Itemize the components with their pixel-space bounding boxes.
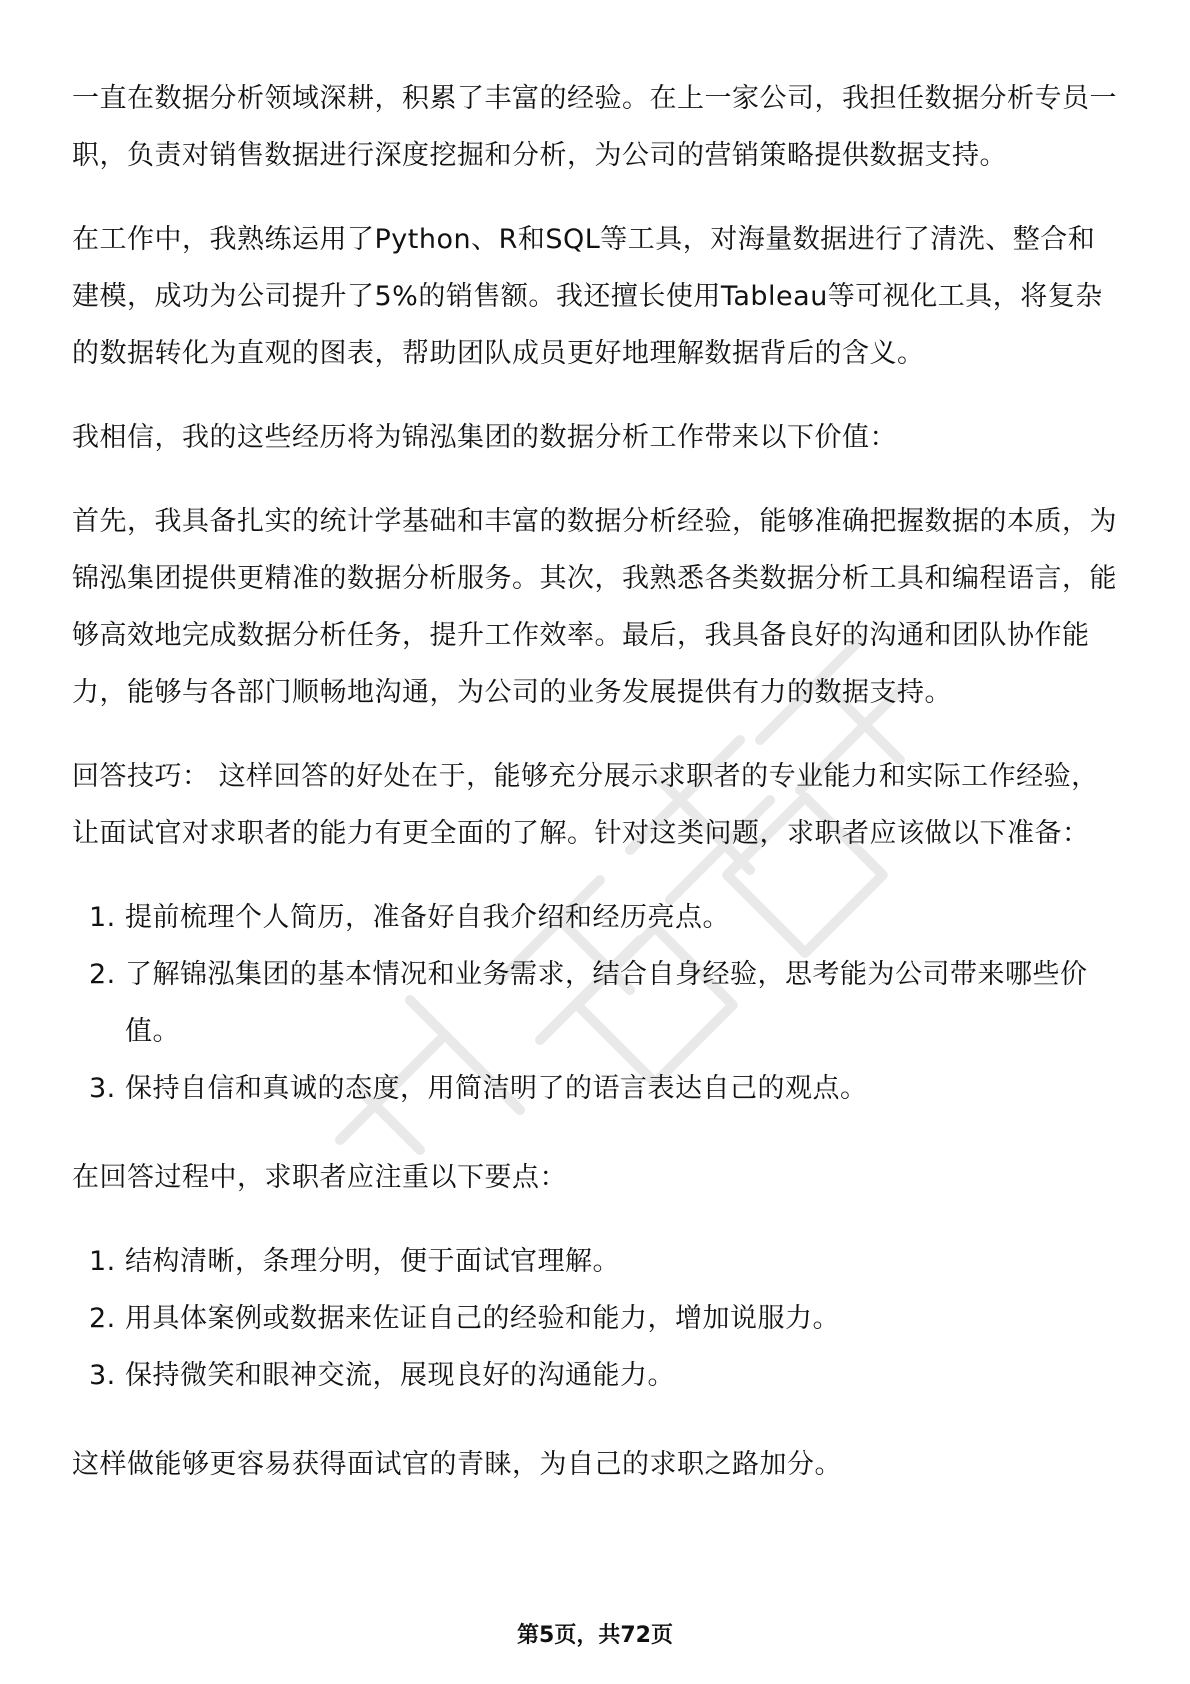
preparation-list [72,889,1118,1117]
list-number: 1. [89,1246,116,1277]
page-footer: 第5页，共72页 [517,1623,673,1648]
paragraph-value-detail: 首先，我具备扎实的统计学基础和丰富的数据分析经验，能够准确把握数据的本质，为锦泓集团提供更精准的数据分析服务。其次，我熟悉各类数据分析工具和编程语言，能够高效地完成数据分析任务，提升工作效率。最后，我具备良好的沟通和团队协作能力，能够与各部门顺畅地沟通，为公司的业务发展提供有力的数据支持。 [72,506,1117,708]
list-item [72,889,1118,946]
list-item [72,946,1118,1060]
list-text: 用具体案例或数据来佐证自己的经验和能力，增加说服力。 [125,1303,840,1334]
paragraph-experience: 一直在数据分析领域深耕，积累了丰富的经验。在上一家公司，我担任数据分析专员一职，负责对销售数据进行深度挖掘和分析，为公司的营销策略提供数据支持。 [72,83,1117,171]
paragraph-tips: 回答技巧： 这样回答的好处在于，能够充分展示求职者的专业能力和实际工作经验，让面试官对求职者的能力有更全面的了解。针对这类问题，求职者应该做以下准备： [72,761,1099,849]
list-number: 3. [89,1073,116,1104]
list-text: 了解锦泓集团的基本情况和业务需求，结合自身经验，思考能为公司带来哪些价值。 [125,959,1088,1047]
list-item [72,1347,1118,1404]
key-points-list [72,1233,1118,1404]
list-number: 2. [89,1303,116,1334]
paragraph-tools: 在工作中，我熟练运用了Python、R和SQL等工具，对海量数据进行了清洗、整合和建模，成功为公司提升了5%的销售额。我还擅长使用Tableau等可视化工具，将复杂的数据转化为直观的图表，帮助团队成员更好地理解数据背后的含义。 [72,224,1103,369]
document-page [72,70,1118,1520]
paragraph-key-points-intro: 在回答过程中，求职者应注重以下要点： [72,1162,567,1193]
list-text: 保持微笑和眼神交流，展现良好的沟通能力。 [125,1360,675,1391]
paragraph-value-intro: 我相信，我的这些经历将为锦泓集团的数据分析工作带来以下价值： [72,422,897,453]
list-number: 2. [89,959,116,990]
paragraph-conclusion: 这样做能够更容易获得面试官的青睐，为自己的求职之路加分。 [72,1449,842,1480]
list-item [72,1233,1118,1290]
list-text: 提前梳理个人简历，准备好自我介绍和经历亮点。 [125,902,730,933]
list-text: 保持自信和真诚的态度，用简洁明了的语言表达自己的观点。 [125,1073,868,1104]
list-item [72,1060,1118,1117]
list-number: 3. [89,1360,116,1391]
list-item [72,1290,1118,1347]
list-number: 1. [89,902,116,933]
list-text: 结构清晰，条理分明，便于面试官理解。 [125,1246,620,1277]
